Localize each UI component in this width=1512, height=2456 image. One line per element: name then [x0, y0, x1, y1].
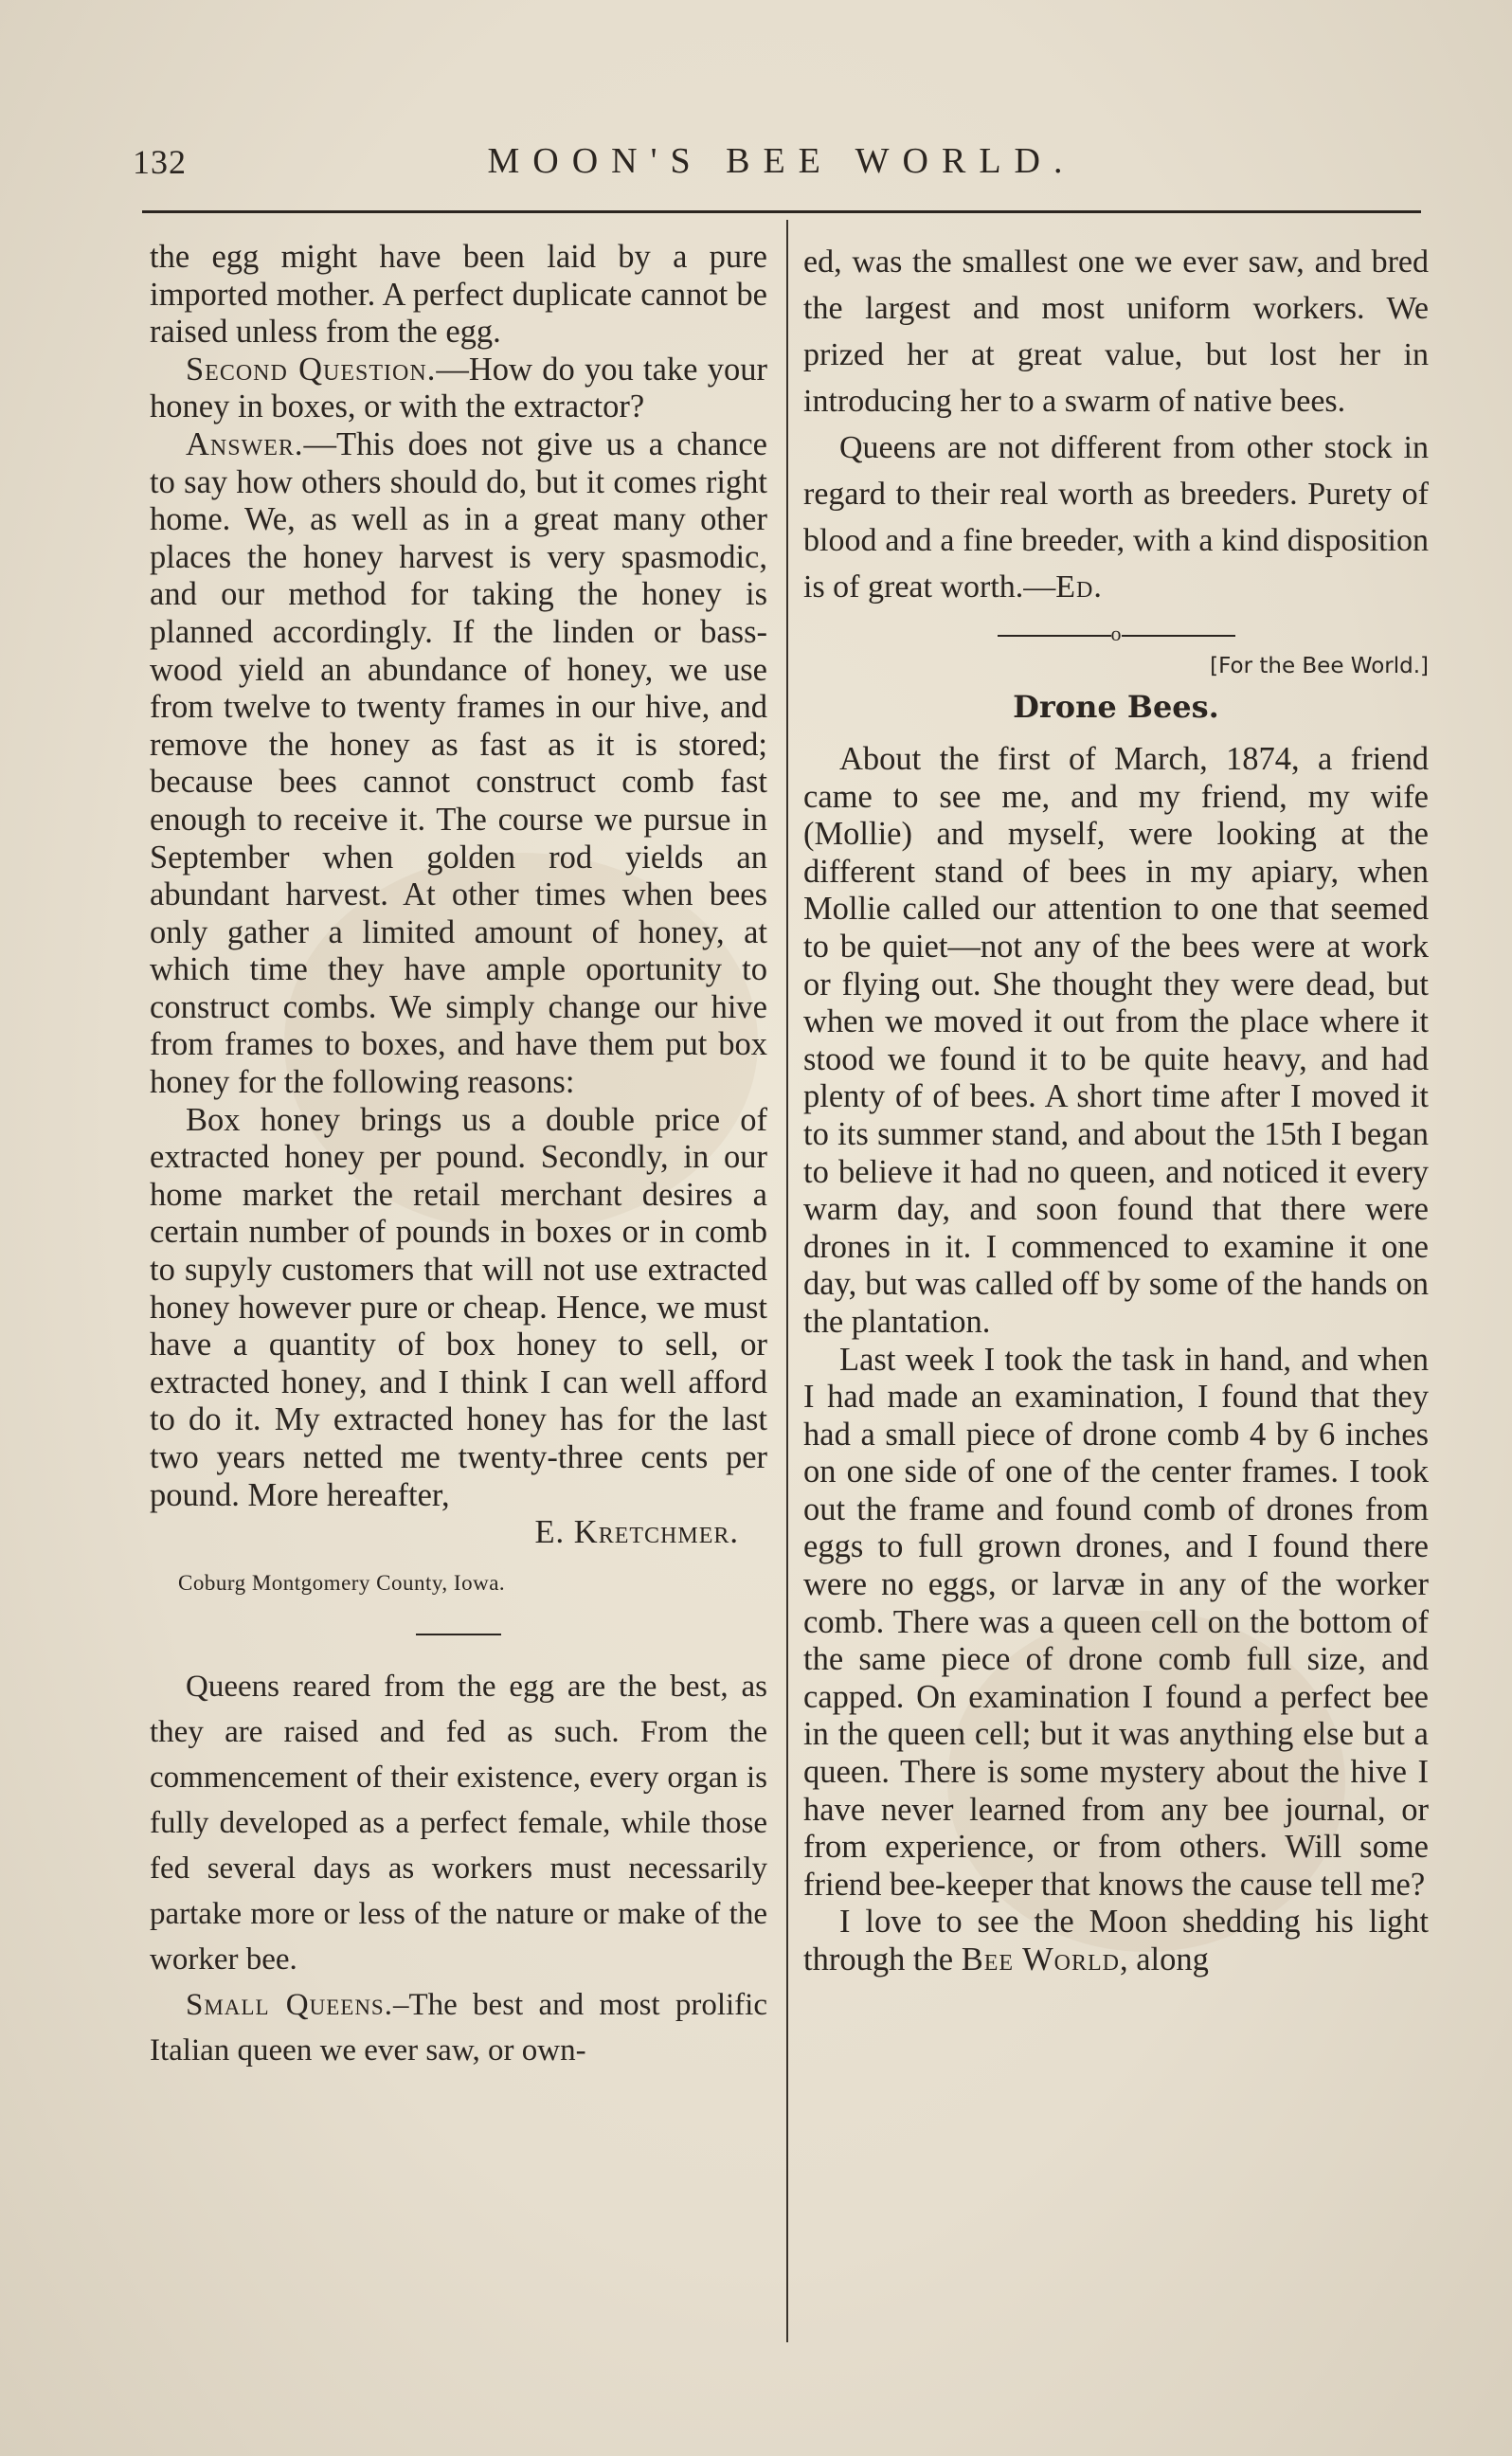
left-column — [150, 239, 767, 2073]
small-queens-label: Small Queens. — [186, 1987, 393, 2022]
editor-signature: Ed. — [1055, 569, 1103, 605]
small-queens-text: –The best and most prolific Italian queen we ever saw, or own- — [150, 1987, 767, 2068]
paragraph-text: I love to see the Moon shedding his light through the — [803, 1904, 1429, 1977]
running-title: MOON'S BEE WORLD. — [487, 141, 1076, 181]
editor-section — [150, 1664, 767, 2073]
paragraph: ed, was the smallest one we ever saw, and bred the largest and most uniform workers. We prized her at great value, but lost her in introducing her to a swarm of native bees. — [803, 244, 1429, 419]
paragraph — [803, 1904, 1429, 1978]
header-rule — [142, 210, 1421, 213]
page-header — [133, 135, 1431, 191]
author-signature: E. Kretchmer. — [534, 1514, 739, 1551]
paragraph-text: Queens are not different from other stock in regard to their real worth as breeders. Purety of blood and a fine breeder, with a kind disposition is of great worth.— — [803, 430, 1429, 605]
source-note: [For the Bee World.] — [1210, 654, 1429, 678]
author-location: Coburg Montgomery County, Iowa. — [178, 1570, 506, 1595]
second-question — [150, 352, 767, 426]
divider-dash — [998, 635, 1111, 637]
divider-dash — [1122, 635, 1235, 637]
continued-section — [803, 239, 1429, 610]
journal-name: Bee World — [961, 1941, 1120, 1977]
paragraph: Queens reared from the egg are the best, as they are raised and fed as such. From the commencement of their existence, every organ is fully developed as a perfect female, while those fed several days as workers must necessarily partake more or less of the nature or make of the worker bee. — [150, 1669, 767, 1977]
paragraph — [803, 424, 1429, 610]
page-number: 132 — [133, 143, 187, 181]
answer-text: —This does not give us a chance to say how others should do, but it comes right home. We, as well as in a great many other places the honey harvest is very spasmodic, and our method for taking the honey is planned accordingly. If the linden or bass-wood yield an abundance of honey, we use from twelve to twenty frames in our hive, and remove the honey as fast as it is stored; because bees cannot construct comb fast enough to receive it. The course we pursue in September when golden rod yields an abundant harvest. At other times when bees only gather a limited amount of honey, at which time they have ample oportunity to construct combs. We simply change our hive from frames to boxes, and have them put box honey for the following reasons: — [150, 425, 767, 1101]
answer-label: Answer. — [186, 425, 304, 462]
column-divider — [786, 220, 788, 2342]
answer — [150, 426, 767, 1102]
article-title: Drone Bees. — [1013, 689, 1219, 725]
question-label: Second Question. — [186, 351, 437, 388]
paragraph: the egg might have been laid by a pure imported mother. A perfect duplicate cannot be raised unless from the egg. — [150, 239, 767, 351]
question-text: —How do you take your honey in boxes, or with the extractor? — [150, 351, 767, 425]
paragraph: About the first of March, 1874, a friend came to see me, and my friend, my wife (Mollie) and myself, were looking at the different stand of bees in my apiary, when Mollie called our attention to one that seemed to be quiet—not any of the bees were at work or flying out. She thought they were dead, but when we moved it out from the place where it stood we found it to be quite heavy, and had plenty of of bees. A short time after I moved it to its summer stand, and about the 15th I began to believe it had no queen, and noticed it every warm day, and soon found that there were drones in it. I commenced to examine it one day, but was called off by some of the hands on the plantation. — [803, 741, 1429, 1340]
ornament-divider — [803, 622, 1429, 646]
paragraph-text: , along — [1119, 1941, 1209, 1977]
paragraph: Last week I took the task in hand, and when I had made an examination, I found that they had a small piece of drone comb 4 by 6 inches on one side of one of the center frames. I took out the frame and found comb of drones from eggs to full grown drones, and I found there were no eggs, or larvæ in any of the worker comb. There was a queen cell on the bottom of the same piece of drone comb full size, and capped. On examination I found a perfect bee in the queen cell; but it was anything else but a queen. There is some mystery about the hive I have never learned from any bee journal, or from experience, or from others. Will some friend bee-keeper that knows the cause tell me? — [803, 1341, 1429, 1903]
small-queens-paragraph — [150, 1982, 767, 2073]
divider-mark: o — [1110, 622, 1122, 645]
right-column — [803, 239, 1429, 1979]
section-rule — [416, 1634, 501, 1635]
paragraph: Box honey brings us a double price of extracted honey per pound. Secondly, in our home market the retail merchant desires a certain number of pounds in boxes or in comb to supyly customers that will not use extracted honey however pure or cheap. Hence, we must have a quantity of box honey to sell, or extracted honey, and I think I can well afford to do it. My extracted honey has for the last two years netted me twenty-three cents per pound. More hereafter, — [150, 1101, 767, 1513]
